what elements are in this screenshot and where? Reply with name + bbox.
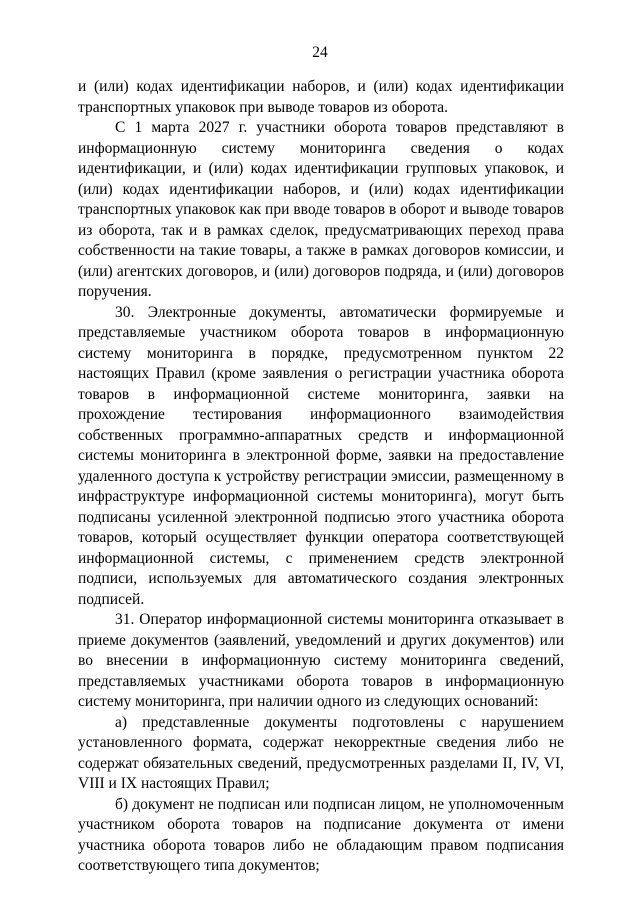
paragraph-march-2027: С 1 марта 2027 г. участники оборота товаров представляют в информационную систему мониторинга сведения о кодах идентификации, и (или) кодах идентификации групповых упаковок, и (или) кодах идентификации наборов, и (или) кодах идентификации транспортных упаковок как при вводе товаров в оборот и выводе товаров из оборота, так и в рамках сделок, предусматривающих переход права собственности на такие товары, а также в рамках договоров комиссии, и (или) агентских договоров, и (или) договоров подряда, и (или) договоров поручения. bbox=[78, 119, 564, 300]
paragraph-subitem-b: б) документ не подписан или подписан лицом, не уполномоченным участником оборота товаров на подписание документа от имени участника оборота товаров либо не обладающим правом подписания соответствующего типа документов; bbox=[78, 795, 564, 874]
paragraph-item-30: 30. Электронные документы, автоматически формируемые и представляемые участником оборота товаров в информационную систему мониторинга в порядке, предусмотренном пунктом 22 настоящих Правил (кроме заявления о регистрации участника оборота товаров в информационной системе мониторинга, заявки на прохождение тестирования информационного взаимодействия собственных программно-аппаратных средств и информационной системы мониторинга в электронной форме, заявки на предоставление удаленного доступа к устройству регистрации эмиссии, размещенному в инфраструктуре информационной системы мониторинга), могут быть подписаны усиленной электронной подписью этого участника оборота товаров, который осуществляет функции оператора соответствующей информационной системы, с применением средств электронной подписи, используемых для автоматического создания электронных подписей. bbox=[78, 303, 564, 608]
paragraph-subitem-a: а) представленные документы подготовлены с нарушением установленного формата, содержат некорректные сведения либо не содержат обязательных сведений, предусмотренных разделами II, IV, VI, VIII и IX настоящих Правил; bbox=[78, 713, 564, 792]
paragraph-continuation: и (или) кодах идентификации наборов, и (или) кодах идентификации транспортных упаковок при выводе товаров из оборота. bbox=[78, 78, 564, 116]
paragraph-item-31: 31. Оператор информационной системы мониторинга отказывает в приеме документов (заявлений, уведомлений и других документов) или во внесении в информационную систему мониторинга сведений, представляемых участниками оборота товаров в информационную систему мониторинга, при наличии одного из следующих оснований: bbox=[78, 611, 564, 710]
page-number: 24 bbox=[312, 44, 328, 61]
document-body bbox=[78, 77, 564, 877]
